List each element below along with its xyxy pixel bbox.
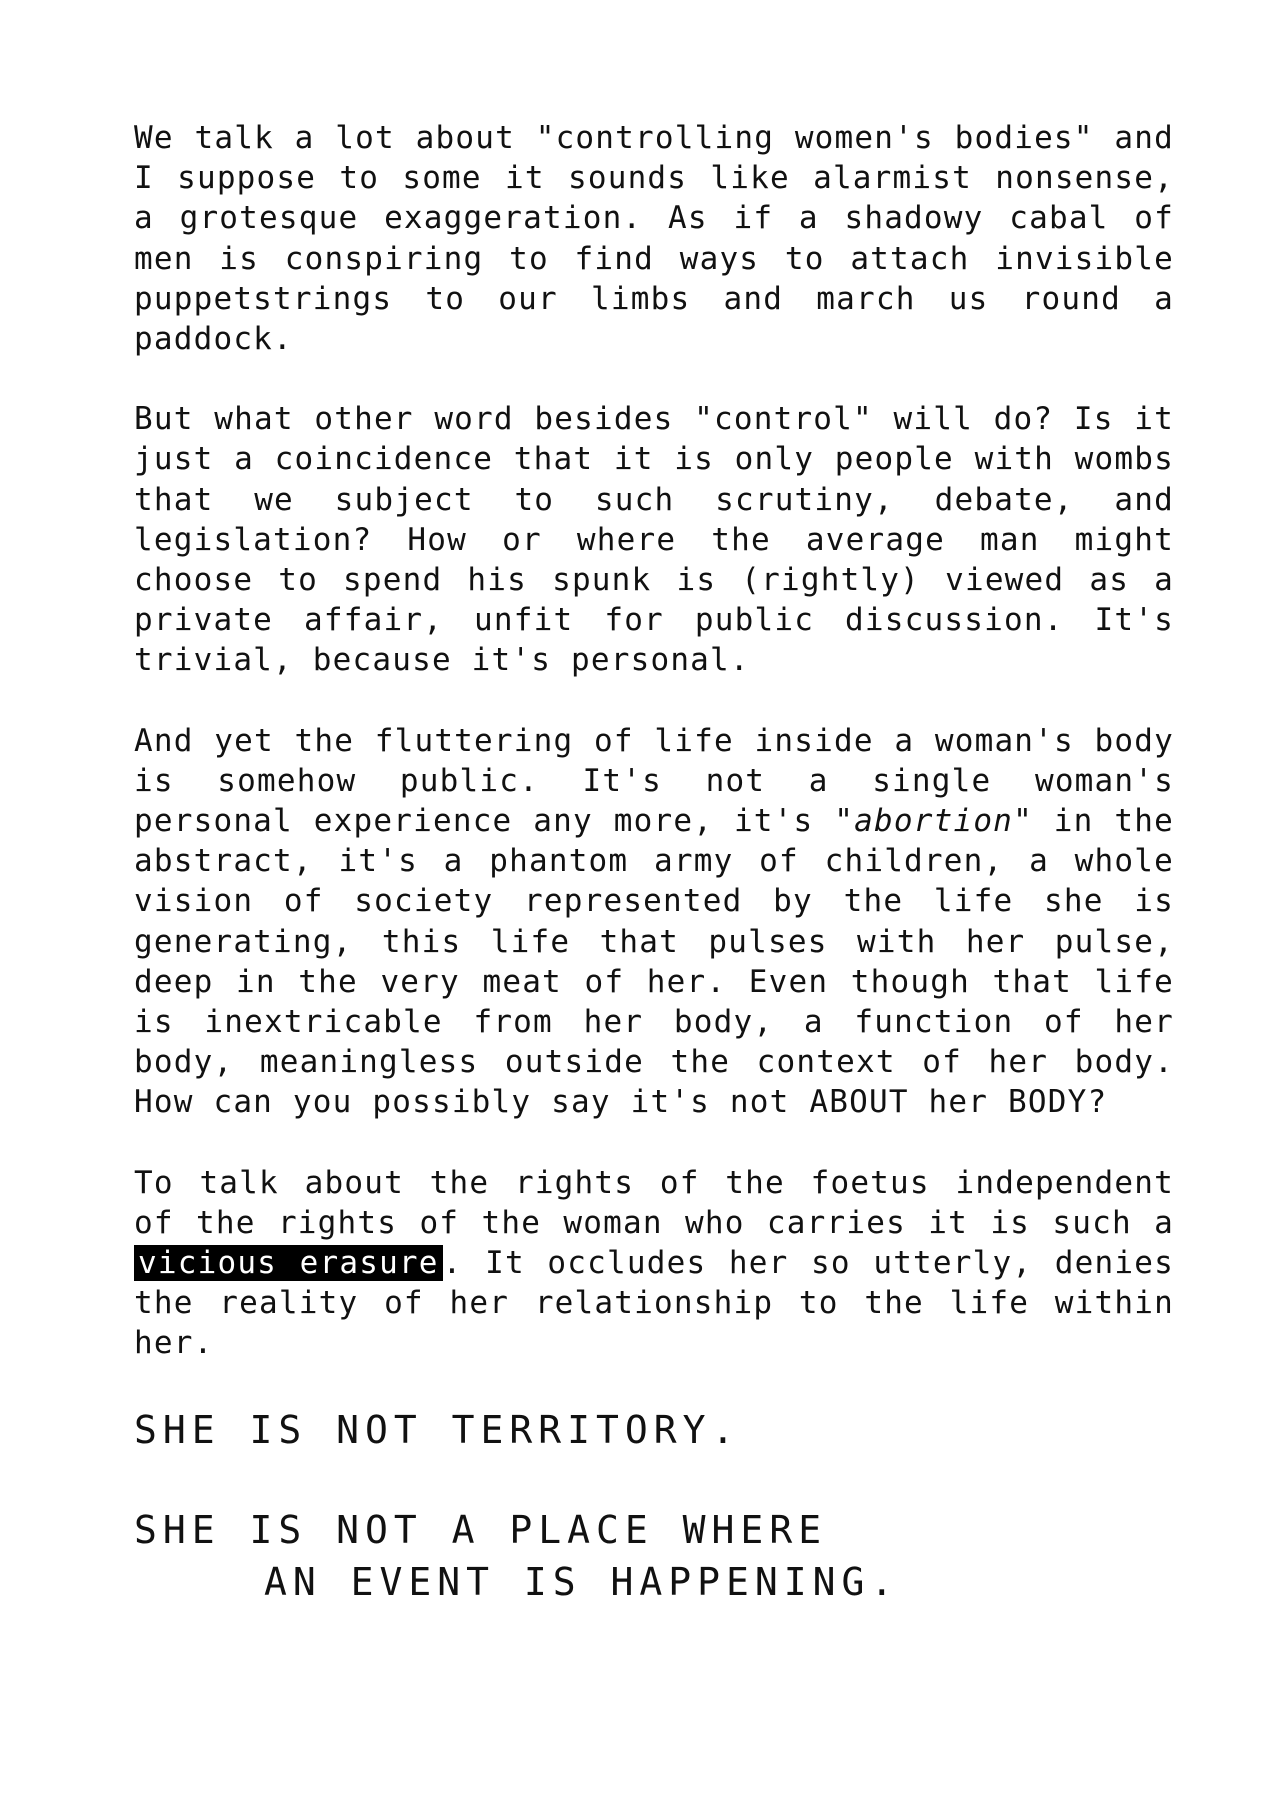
paragraph-2 [134, 399, 1174, 680]
paragraph-2-text: But what other word besides "control" will do? Is it just a coincidence that it is only people with wombs that we subject to such scrutiny, debate, and legislation? How or where the average man might choose to spend his spunk is (rightly) viewed as a private affair, unfit for public discussion. It's trivial, because it's personal. [134, 401, 1174, 679]
paragraph-4-text-end: . It occludes her so utterly, denies the reality of her relationship to the life within her. [134, 1245, 1174, 1362]
headline-not-a-place: SHE IS NOT A PLACE WHERE [134, 1507, 828, 1552]
highlighted-phrase: vicious erasure [134, 1245, 443, 1281]
paragraph-3 [134, 721, 1174, 1123]
paragraph-4-text-start: To talk about the rights of the foetus independent of the rights of the woman who carries it is such a [134, 1164, 1174, 1241]
document-page [134, 118, 1174, 1608]
paragraph-1 [134, 118, 1174, 359]
headline-event-happening: AN EVENT IS HAPPENING. [264, 1559, 900, 1604]
paragraph-4 [134, 1163, 1174, 1364]
paragraph-3-text-end: " in the abstract, it's a phantom army of children, a whole vision of society represented by the life she is generating, this life that pulses with her pulse, deep in the very meat of her. Even though that life is inextricable from her body, a function of her body, meaningless outside the context of her body. How can you possibly say it's not ABOUT her BODY? [134, 803, 1174, 1121]
abortion-italic-word: abortion [854, 803, 1014, 840]
paragraph-3-text-start: And yet the fluttering of life inside a woman's body is somehow public. It's not a single woman's personal experience any more, it's " [134, 722, 1174, 840]
paragraph-1-text: We talk a lot about "controlling women's bodies" and I suppose to some it sounds like alarmist nonsense, a grotesque exaggeration. As if a shadowy cabal of men is conspiring to find ways to attach invisible puppetstrings to our limbs and march us round a paddock. [134, 120, 1174, 358]
headline-not-territory: SHE IS NOT TERRITORY. [134, 1407, 741, 1452]
